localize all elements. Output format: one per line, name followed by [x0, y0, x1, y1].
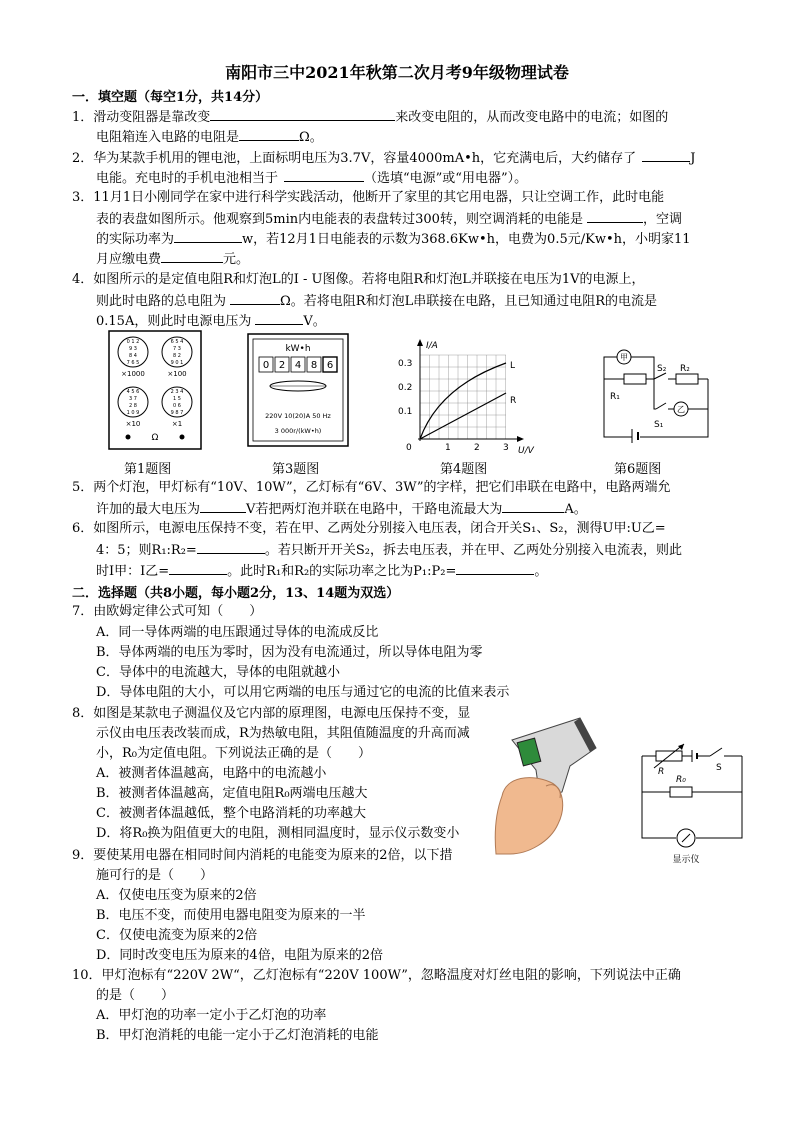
question-8-stem-2: 示仪由电压表改装而成，R为热敏电阻，其阻值随温度的升高而减	[96, 726, 470, 741]
terminal-left-icon	[126, 435, 131, 440]
q3-text-d: 的实际功率为	[96, 232, 175, 247]
q4-blank-2[interactable]	[255, 310, 303, 325]
iu-graph-figure	[394, 335, 546, 455]
page-title: 南阳市三中2021年秋第二次月考9年级物理试卷	[225, 63, 569, 82]
question-1-line-2	[96, 126, 756, 148]
q4-text-e: V。	[303, 314, 326, 329]
switch-s1-label: S₁	[654, 420, 664, 430]
q9-option-a[interactable]: A．仅使电压变为原来的2倍	[96, 888, 257, 903]
meter-digit: 4	[294, 360, 302, 371]
question-9-stem-2: 施可行的是（ ）	[96, 868, 214, 883]
dial-label-1: ×1	[171, 420, 183, 428]
meter-spec-constant: 3 000r/(kW•h)	[274, 427, 322, 435]
q1-text-b: 来改变电阻的，从而改变电路中的电流；如图的	[395, 110, 669, 125]
meter-reading-digits	[259, 357, 337, 372]
x-axis-arrow-icon	[517, 436, 524, 442]
dial-label-10: ×10	[125, 420, 141, 428]
q4-text-c: Ω。若将电阻R和灯泡L串联接在电路，且已知通过电阻R的电流是	[280, 294, 658, 309]
q3-text-g: 元。	[223, 252, 250, 267]
q2-blank-2[interactable]	[284, 167, 364, 182]
q10-option-a[interactable]: A．甲灯泡的功率一定小于乙灯泡的功率	[96, 1008, 327, 1023]
q5-text-b: 许加的最大电压为	[96, 502, 201, 517]
meter-jia-label: 甲	[620, 353, 628, 362]
q6-blank-1[interactable]	[197, 539, 265, 554]
q8-option-a[interactable]: A．被测者体温越高，电路中的电流越小	[96, 766, 327, 781]
line-resistor-r	[420, 393, 506, 439]
question-8-stem-1: 8．如图是某款电子测温仪及它内部的原理图，电源电压保持不变，显	[72, 706, 471, 721]
q7-option-b[interactable]: B．导体两端的电压为零时，因为没有电流通过，所以导体电阻为零	[96, 645, 483, 660]
meter-digit: 2	[278, 360, 286, 371]
q8-option-d[interactable]: D．将R₀换为阻值更大的电阻，测相同温度时，显示仪示数变小	[96, 826, 460, 841]
section-multiple-choice: 二．选择题（共8小题，每小题2分，13、14题为双选）	[72, 586, 400, 601]
q1-blank-2[interactable]	[239, 126, 299, 141]
svg-text:7 6 5: 7 6 5	[126, 360, 140, 366]
switch-s-label: S	[716, 763, 722, 773]
question-4-line-2	[96, 290, 756, 312]
svg-text:9 8 7: 9 8 7	[170, 410, 184, 416]
question-8-stem-3: 小，R₀为定值电阻。下列说法正确的是（ ）	[96, 746, 371, 761]
question-9-stem-1: 9．要使某用电器在相同时间内消耗的电能变为原来的2倍，以下措	[72, 848, 453, 863]
meter-digit: 8	[310, 360, 318, 371]
q4-blank-1[interactable]	[230, 290, 280, 305]
q1-text-c: 电阻箱连入电路的电阻是	[96, 130, 240, 145]
q8-option-c[interactable]: C．被测者体温越低，整个电路消耗的功率越大	[96, 806, 366, 821]
x-tick-0: 0	[406, 443, 412, 453]
question-6-line-3	[96, 560, 756, 582]
meter-digit: 6	[326, 360, 334, 371]
x-axis-label: U/V	[518, 446, 534, 455]
question-3-line-1: 3．11月1日小刚同学在家中进行科学实践活动，他断开了家里的其它用电器，只让空调工作，此时电能	[72, 190, 665, 205]
svg-text:2 8: 2 8	[129, 403, 137, 409]
question-7-stem: 7．由欧姆定律公式可知（ ）	[72, 604, 263, 619]
q9-option-d[interactable]: D．同时改变电压为原来的4倍，电阻为原来的2倍	[96, 948, 383, 963]
q6-text-f: 。	[534, 564, 548, 579]
q3-text-c: ，空调	[642, 212, 682, 227]
terminal-right-icon	[180, 435, 185, 440]
resistor-r1-label: R₁	[610, 392, 620, 402]
q5-blank-1[interactable]	[200, 498, 246, 513]
svg-text:0 1 2: 0 1 2	[126, 339, 140, 345]
q10-option-b[interactable]: B．甲灯泡消耗的电能一定小于乙灯泡消耗的电能	[96, 1028, 379, 1043]
question-2-line-2	[96, 167, 756, 189]
q3-text-b: 表的表盘如图所示。他观察到5min内电能表的表盘转过300转，则空调消耗的电能是	[96, 212, 583, 227]
y-tick-0-2: 0.2	[398, 383, 413, 393]
svg-text:6 5 4: 6 5 4	[170, 339, 184, 345]
figure-6-caption: 第6题图	[614, 462, 662, 477]
dial-label-1000: ×1000	[121, 370, 145, 378]
series-label-l: L	[510, 361, 516, 371]
q1-text-a: 1．滑动变阻器是靠改变	[72, 110, 211, 125]
section-fill-in: 一．填空题（每空1分，共14分）	[72, 90, 269, 105]
q2-text-c: 电能。充电时的手机电池相当于	[96, 171, 279, 186]
q3-blank-2[interactable]	[174, 228, 242, 243]
svg-text:8 2: 8 2	[173, 353, 181, 359]
svg-text:9 0 1: 9 0 1	[170, 360, 184, 366]
q3-blank-3[interactable]	[161, 248, 223, 263]
q6-text-d: 时I甲：I乙=	[96, 564, 170, 579]
question-5-line-2	[96, 498, 756, 520]
q7-option-c[interactable]: C．导体中的电流越大，导体的电阻就越小	[96, 665, 340, 680]
question-3-line-2	[96, 208, 756, 230]
question-1-line-1	[72, 106, 732, 128]
question-10-stem-2: 的是（ ）	[96, 988, 175, 1003]
electric-meter-figure	[247, 333, 349, 447]
svg-text:8 4: 8 4	[129, 353, 137, 359]
q2-text-d: （选填“电源”或“用电器”）。	[364, 171, 528, 186]
y-tick-0-3: 0.3	[398, 359, 413, 369]
figure-1-caption: 第1题图	[124, 462, 172, 477]
q2-text-a: 2．华为某款手机用的锂电池，上面标明电压为3.7V，容量4000mA•h，它充满电后，大约储存了	[72, 151, 637, 166]
x-tick-3: 3	[503, 443, 509, 453]
question-2-line-1	[72, 147, 732, 169]
question-4-line-1: 4．如图所示的是定值电阻R和灯泡L的I - U图像。若将电阻R和灯泡L并联接在电压为1V的电源上，	[72, 272, 645, 287]
svg-text:7 3: 7 3	[173, 346, 181, 352]
q3-text-f: 月应缴电费	[96, 252, 162, 267]
meter-unit: kW•h	[285, 344, 311, 354]
svg-text:1 0 9: 1 0 9	[126, 410, 140, 416]
svg-text:0 6: 0 6	[173, 403, 181, 409]
q6-blank-3[interactable]	[456, 560, 534, 575]
q4-text-d: 0.15A，则此时电源电压为	[96, 314, 252, 329]
meter-yi-label: 乙	[677, 405, 685, 414]
circuit-figure-q6	[594, 343, 724, 443]
q5-text-d: A。	[564, 502, 587, 517]
q7-option-a[interactable]: A．同一导体两端的电压跟通过导体的电流成反比	[96, 625, 379, 640]
figure-4-caption: 第4题图	[440, 462, 488, 477]
q7-option-d[interactable]: D．导体电阻的大小，可以用它两端的电压与通过它的电流的比值来表示	[96, 685, 510, 700]
resistor-r0-label: R₀	[676, 775, 686, 785]
q4-text-b: 则此时电路的总电阻为	[96, 294, 227, 309]
q6-text-c: 。若只断开开关S₂，拆去电压表，并在甲、乙两处分别接入电流表，则此	[264, 543, 682, 558]
question-3-line-4	[96, 248, 756, 270]
q9-option-b[interactable]: B．电压不变，而使用电器电阻变为原来的一半	[96, 908, 366, 923]
q5-blank-2[interactable]	[502, 498, 564, 513]
q8-option-b[interactable]: B．被测者体温越高，定值电阻R₀两端电压越大	[96, 786, 368, 801]
question-5-line-1: 5．两个灯泡，甲灯标有“10V、10W”，乙灯标有“6V、3W”的字样，把它们串联在电路中，电路两端允	[72, 480, 671, 495]
q6-text-b: 4：5；则R₁:R₂=	[96, 543, 197, 558]
question-10-stem-1: 10．甲灯泡标有“220V 2W“，乙灯泡标有“220V 100W”，忽略温度对灯丝电阻的影响，下列说法中正确	[72, 968, 681, 983]
svg-text:3 7: 3 7	[129, 396, 137, 402]
x-tick-2: 2	[474, 443, 480, 453]
variable-resistor-arrow-icon	[678, 744, 684, 750]
resistor-r2-label: R₂	[680, 364, 690, 374]
q3-blank-1[interactable]	[587, 208, 643, 223]
q5-text-c: V若把两灯泡并联在电路中，干路电流最大为	[246, 502, 503, 517]
y-axis-label: I/A	[426, 341, 438, 351]
q1-blank-1[interactable]	[210, 106, 395, 121]
svg-text:1 5: 1 5	[173, 396, 181, 402]
svg-text:4 5 6: 4 5 6	[126, 389, 140, 395]
x-tick-1: 1	[445, 443, 451, 453]
dial-label-100: ×100	[167, 370, 187, 378]
ohm-symbol: Ω	[151, 433, 159, 443]
y-tick-0-1: 0.1	[398, 407, 413, 417]
q3-text-e: w，若12月1日电能表的示数为368.6Kw•h，电费为0.5元/Kw•h，小明家11	[242, 232, 691, 247]
question-3-line-3	[96, 228, 756, 250]
question-4-line-3	[96, 310, 756, 332]
display-meter-label: 显示仪	[672, 855, 700, 865]
meter-digit: 0	[262, 360, 270, 371]
q6-text-e: 。此时R₁和R₂的实际功率之比为P₁:P₂=	[227, 564, 457, 579]
y-axis-arrow-icon	[417, 339, 423, 346]
meter-spec-rating: 220V 10(20)A 50 Hz	[265, 412, 331, 420]
svg-text:2 3 4: 2 3 4	[170, 389, 184, 395]
q2-blank-1[interactable]	[642, 147, 690, 162]
series-label-r: R	[510, 396, 517, 406]
q2-text-b: J	[690, 151, 696, 166]
svg-text:9 3: 9 3	[129, 346, 137, 352]
resistance-box-figure	[108, 330, 202, 450]
q1-text-d: Ω。	[299, 130, 323, 145]
q9-option-c[interactable]: C．仅使电流变为原来的2倍	[96, 928, 258, 943]
question-6-line-1: 6．如图所示，电源电压保持不变，若在甲、乙两处分别接入电压表，闭合开关S₁、S₂，测得U甲:U乙=	[72, 521, 666, 536]
infrared-thermometer-illustration	[492, 712, 604, 857]
figure-3-caption: 第3题图	[272, 462, 320, 477]
curve-lamp-l	[420, 363, 506, 439]
switch-s2-label: S₂	[657, 364, 667, 374]
resistor-r-label: R	[658, 767, 665, 777]
question-6-line-2	[96, 539, 756, 561]
q6-blank-2[interactable]	[169, 560, 227, 575]
